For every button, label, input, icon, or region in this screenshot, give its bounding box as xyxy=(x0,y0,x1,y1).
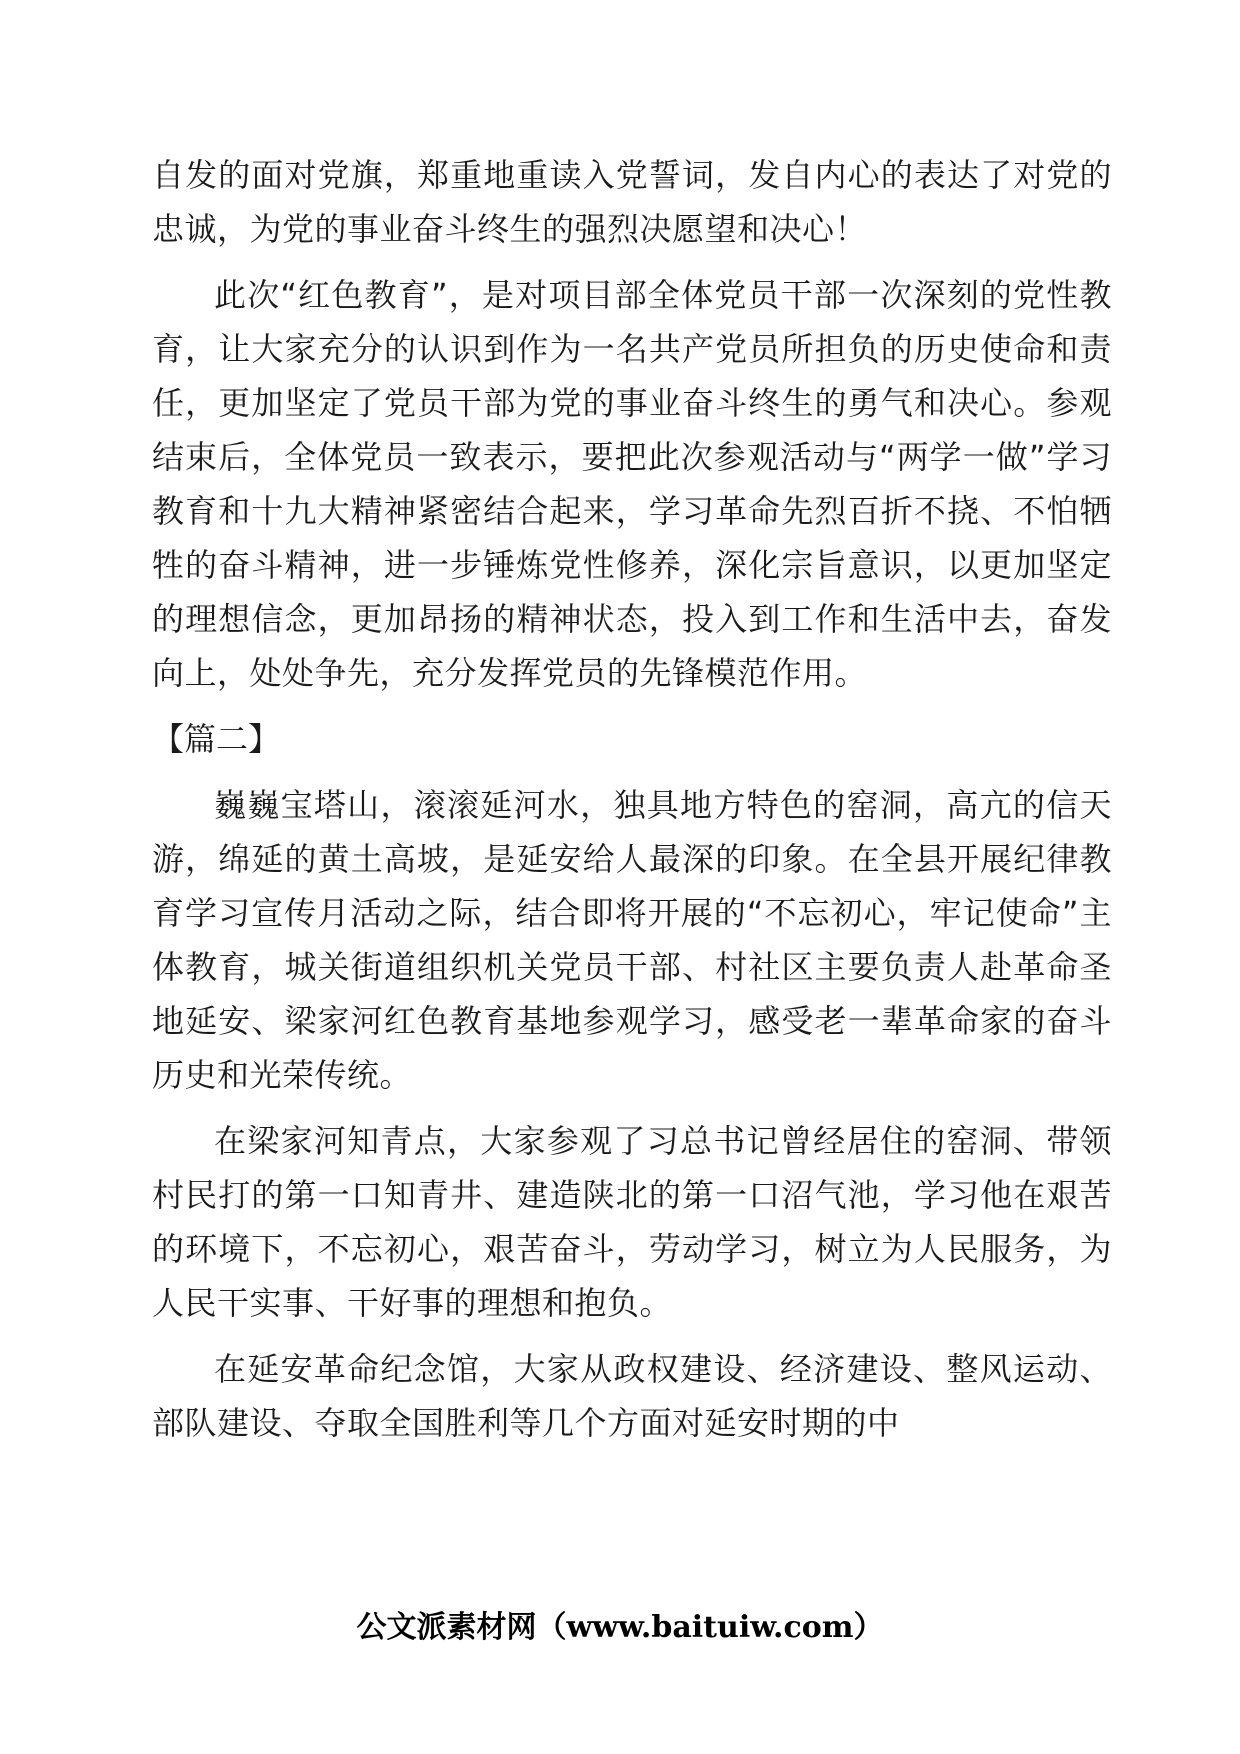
paragraph-liangjiahe: 在梁家河知青点，大家参观了习总书记曾经居住的窑洞、带领村民打的第一口知青井、建造陕北的第一口沼气池，学习他在艰苦的环境下，不忘初心，艰苦奋斗，劳动学习，树立为人民服务，为人民干实事、干好事的理想和抱负。 xyxy=(152,1122,1112,1322)
paragraph-red-education: 此次“红色教育”，是对项目部全体党员干部一次深刻的党性教育，让大家充分的认识到作为一名共产党员所担负的历史使命和责任，更加坚定了党员干部为党的事业奋斗终生的勇气和决心。参观结束后，全体党员一致表示，要把此次参观活动与“两学一做”学习教育和十九大精神紧密结合起来，学习革命先烈百折不挠、不怕牺牲的奋斗精神，进一步锤炼党性修养，深化宗旨意识，以更加坚定的理想信念，更加昂扬的精神状态，投入到工作和生活中去，奋发向上，处处争先，充分发挥党员的先锋模范作用。 xyxy=(152,276,1112,692)
paragraph-memorial-hall: 在延安革命纪念馆，大家从政权建设、经济建设、整风运动、部队建设、夺取全国胜利等几个方面对延安时期的中 xyxy=(152,1350,1112,1442)
paragraph-continued-oath: 自发的面对党旗，郑重地重读入党誓词，发自内心的表达了对党的忠诚，为党的事业奋斗终生的强烈决愿望和决心！ xyxy=(152,156,1112,248)
section-heading: 【篇二】 xyxy=(152,720,281,758)
paragraph-baota-mountain: 巍巍宝塔山，滚滚延河水，独具地方特色的窑洞，高亢的信天游，绵延的黄土高坡，是延安给人最深的印象。在全县开展纪律教育学习宣传月活动之际，结合即将开展的“不忘初心，牢记使命”主体教育，城关街道组织机关党员干部、村社区主要负责人赴革命圣地延安、梁家河红色教育基地参观学习，感受老一辈革命家的奋斗历史和光荣传统。 xyxy=(152,786,1112,1094)
document-body xyxy=(152,148,1112,1450)
footer-watermark: 公文派素材网（www.baituiw.com） xyxy=(356,1610,884,1645)
